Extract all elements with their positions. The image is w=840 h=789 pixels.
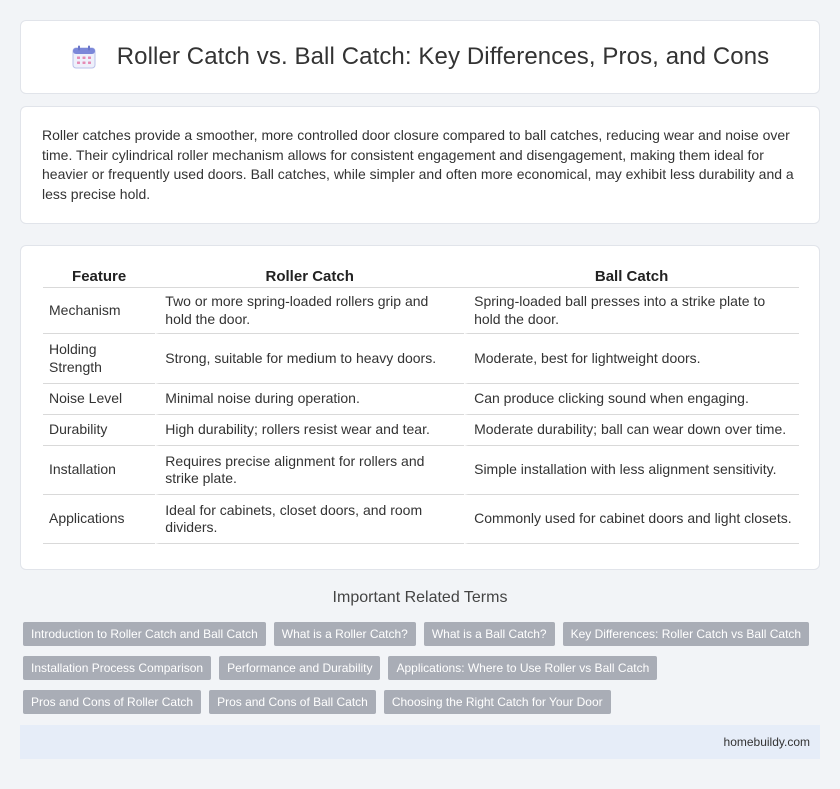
header-card [20,20,820,94]
row-ball-cell: Moderate, best for lightweight doors. [464,334,799,384]
related-terms-list [23,622,823,714]
row-feature-cell: Mechanism [43,288,155,334]
row-feature-cell: Installation [43,446,155,495]
row-ball-cell: Commonly used for cabinet doors and light closets. [464,495,799,544]
row-roller-cell: Two or more spring-loaded rollers grip and hold the door. [155,288,464,334]
row-roller-cell: Requires precise alignment for rollers and strike plate. [155,446,464,495]
footer-site-link[interactable]: homebuildy.com [723,735,810,749]
related-term-tag[interactable]: Installation Process Comparison [23,656,211,680]
comparison-card [20,245,820,570]
row-ball-cell: Moderate durability; ball can wear down over time. [464,415,799,446]
row-roller-cell: Minimal noise during operation. [155,384,464,415]
table-row [43,288,799,334]
related-term-tag[interactable]: Pros and Cons of Roller Catch [23,690,201,714]
row-feature-cell: Holding Strength [43,334,155,384]
row-roller-cell: Ideal for cabinets, closet doors, and room dividers. [155,495,464,544]
related-term-tag[interactable]: Applications: Where to Use Roller vs Ball Catch [388,656,657,680]
row-roller-cell: Strong, suitable for medium to heavy doors. [155,334,464,384]
intro-paragraph: Roller catches provide a smoother, more controlled door closure compared to ball catches, reducing wear and noise over time. Their cylindrical roller mechanism allows for consistent engagement and disengagement, making them ideal for heavier or frequently used doors. Ball catches, while simpler and often more economical, may exhibit less durability and a less precise hold. [42,127,794,202]
intro-card [20,106,820,224]
column-header-feature: Feature [43,266,155,288]
related-term-tag[interactable]: Choosing the Right Catch for Your Door [384,690,611,714]
row-feature-cell: Applications [43,495,155,544]
calendar-icon [71,44,97,70]
page-title: Roller Catch vs. Ball Catch: Key Differences, Pros, and Cons [116,43,770,70]
table-row [43,415,799,446]
row-feature-cell: Noise Level [43,384,155,415]
table-row [43,334,799,384]
table-row [43,446,799,495]
column-header-ball-catch: Ball Catch [464,266,799,288]
table-row [43,495,799,544]
row-ball-cell: Can produce clicking sound when engaging. [464,384,799,415]
row-feature-cell: Durability [43,415,155,446]
column-header-roller-catch: Roller Catch [155,266,464,288]
related-term-tag[interactable]: What is a Roller Catch? [274,622,416,646]
comparison-table [43,266,799,544]
footer [20,725,820,759]
related-term-tag[interactable]: Introduction to Roller Catch and Ball Catch [23,622,266,646]
related-term-tag[interactable]: Pros and Cons of Ball Catch [209,690,376,714]
row-ball-cell: Spring-loaded ball presses into a strike plate to hold the door. [464,288,799,334]
table-header-row [43,266,799,288]
related-terms-title: Important Related Terms [332,589,508,606]
title-wrap [71,43,770,71]
row-roller-cell: High durability; rollers resist wear and tear. [155,415,464,446]
table-row [43,384,799,415]
related-term-tag[interactable]: Performance and Durability [219,656,380,680]
related-term-tag[interactable]: What is a Ball Catch? [424,622,555,646]
row-ball-cell: Simple installation with less alignment sensitivity. [464,446,799,495]
related-term-tag[interactable]: Key Differences: Roller Catch vs Ball Catch [563,622,810,646]
